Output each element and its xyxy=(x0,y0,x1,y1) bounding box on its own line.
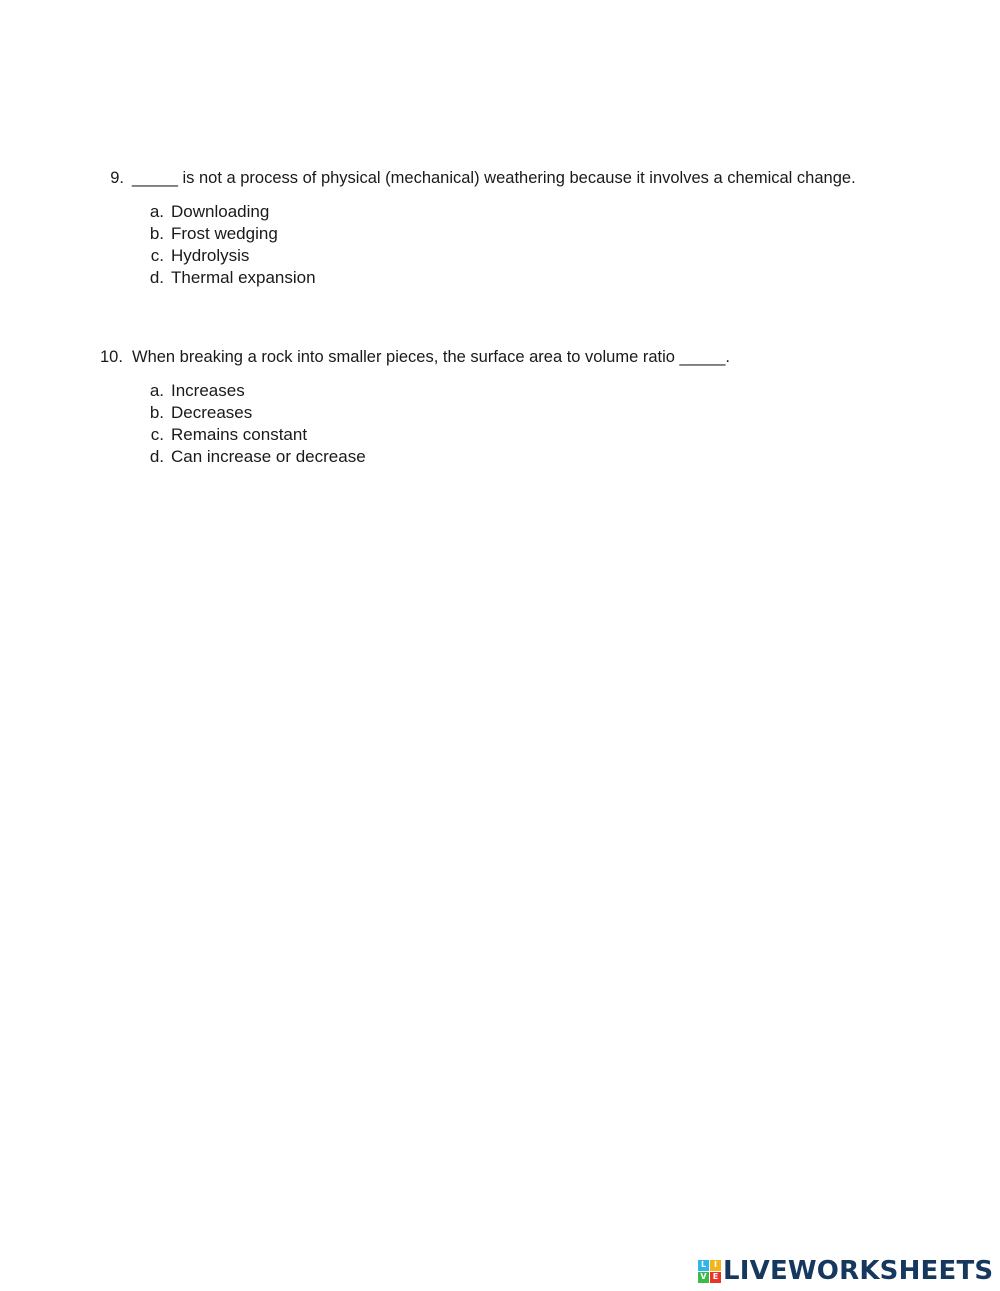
choice-text: Increases xyxy=(171,381,245,400)
choice-a xyxy=(0,201,1000,223)
choice-text: Hydrolysis xyxy=(171,246,250,265)
choice-list xyxy=(0,380,1000,468)
choice-text: Decreases xyxy=(171,403,253,422)
choice-text: Remains constant xyxy=(171,425,308,444)
choice-letter: d. xyxy=(149,268,164,287)
choice-d xyxy=(0,446,1000,468)
choice-letter: a. xyxy=(149,381,164,400)
choice-list xyxy=(0,201,1000,289)
choice-letter: b. xyxy=(149,403,164,422)
question-number: 10. xyxy=(100,348,123,366)
logo-letter-e: E xyxy=(710,1272,721,1283)
question-10 xyxy=(0,346,1000,466)
choice-d xyxy=(0,267,1000,289)
question-9-row xyxy=(0,167,1000,189)
logo-letter-i: I xyxy=(710,1260,721,1271)
choice-text: Can increase or decrease xyxy=(171,447,366,466)
choice-text: Thermal expansion xyxy=(171,268,316,287)
choice-c xyxy=(0,424,1000,446)
question-10-row xyxy=(0,346,1000,368)
question-text: _____ is not a process of physical (mechanical) weathering because it involves a chemical change. xyxy=(132,169,856,187)
question-number: 9. xyxy=(110,169,124,187)
choice-text: Frost wedging xyxy=(171,224,278,243)
choice-b xyxy=(0,402,1000,424)
choice-letter: b. xyxy=(149,224,164,243)
choice-letter: a. xyxy=(149,202,164,221)
liveworksheets-logo xyxy=(698,1257,993,1285)
choice-b xyxy=(0,223,1000,245)
logo-wordmark: LIVEWORKSHEETS xyxy=(723,1256,994,1286)
choice-letter: c. xyxy=(150,246,164,265)
choice-a xyxy=(0,380,1000,402)
logo-letter-l: L xyxy=(698,1260,709,1271)
choice-letter: d. xyxy=(149,447,164,466)
choice-text: Downloading xyxy=(171,202,270,221)
live-badge-icon xyxy=(698,1260,721,1283)
choice-c xyxy=(0,245,1000,267)
question-9 xyxy=(0,167,1000,287)
choice-letter: c. xyxy=(150,425,164,444)
question-text: When breaking a rock into smaller pieces, the surface area to volume ratio _____. xyxy=(132,348,730,366)
logo-letter-v: V xyxy=(698,1272,709,1283)
